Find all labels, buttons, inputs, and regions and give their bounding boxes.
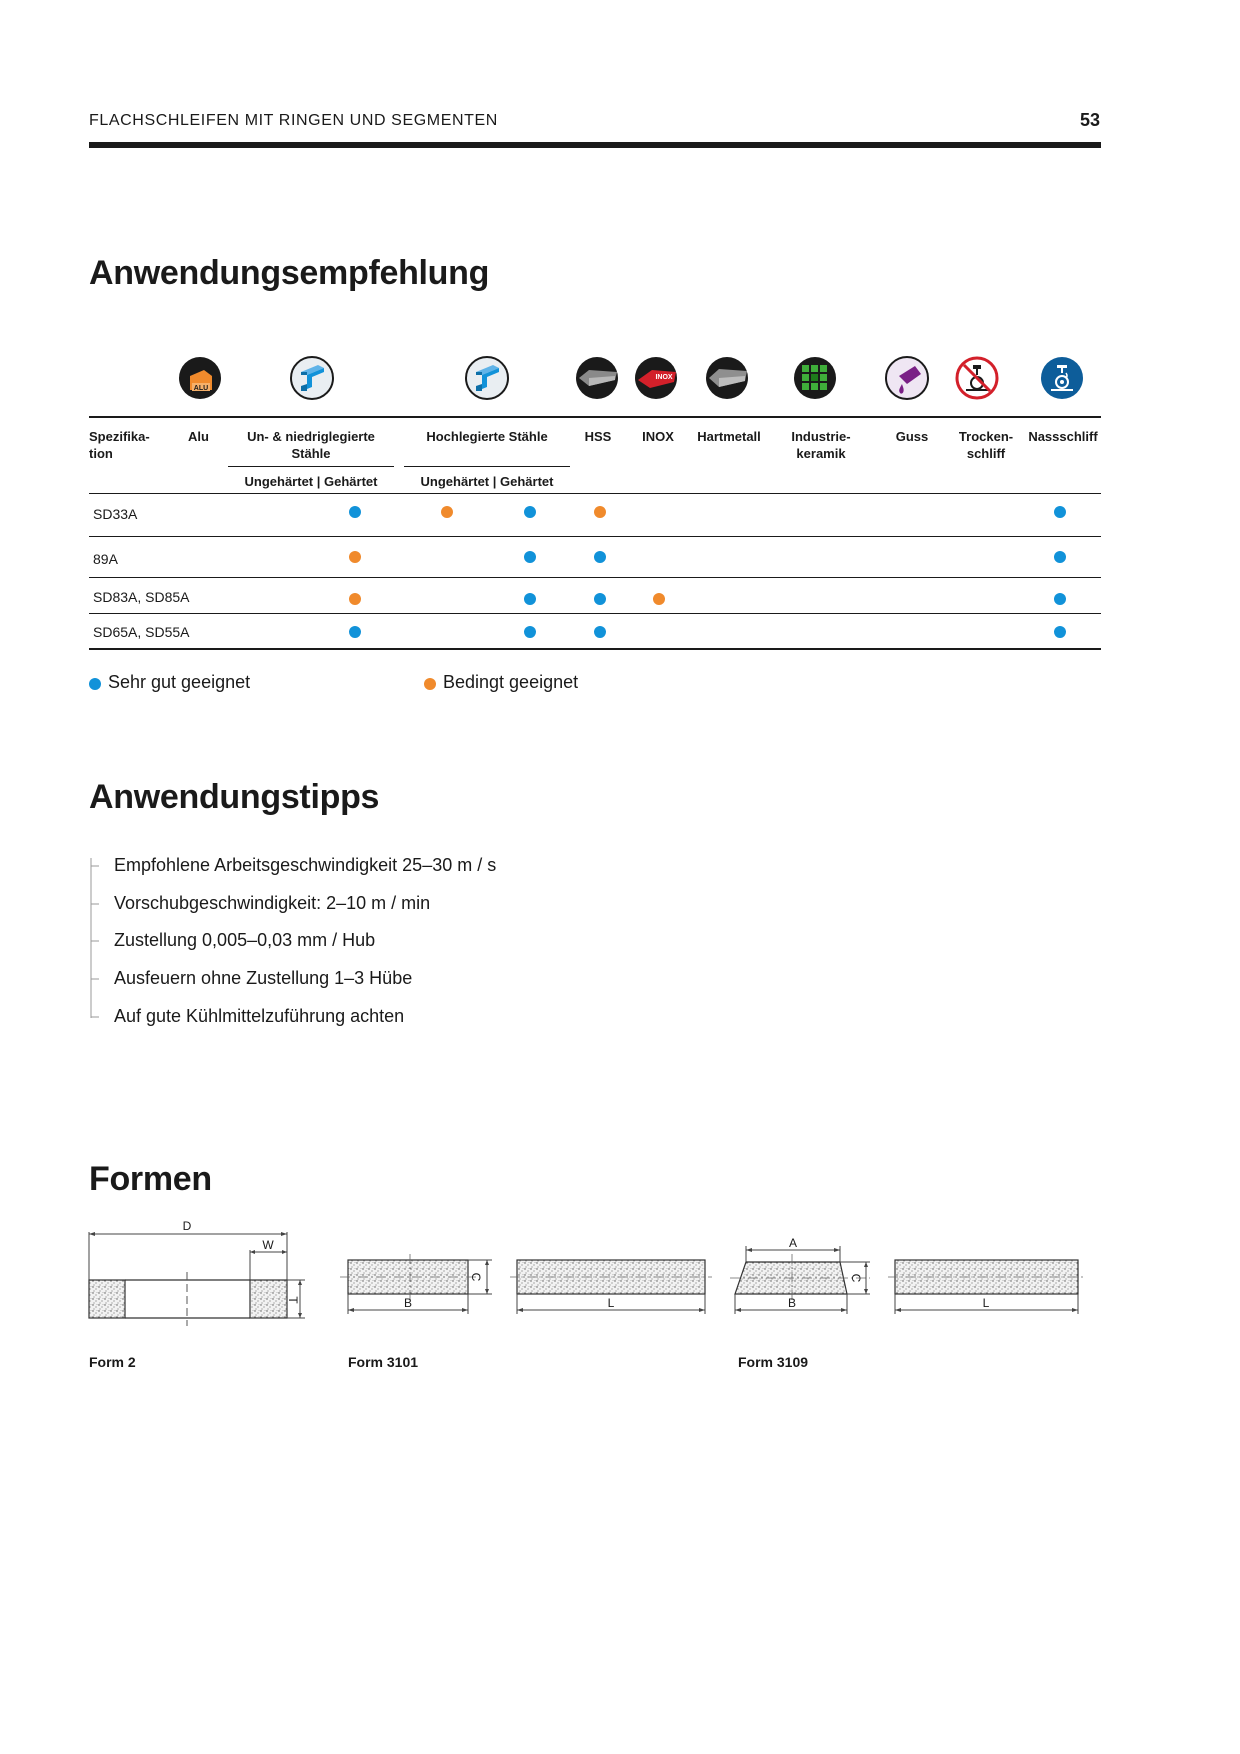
column-header-ceramic: Industrie- keramik [791,429,851,461]
rating-dot-very-good [1054,593,1066,605]
industrial-ceramic-icon [793,356,837,400]
rating-dot-very-good [349,506,361,518]
form-2-drawing [89,1220,305,1326]
column-header-unalloyed: Un- & niedriglegierte Stähle [247,429,375,461]
column-header-hartmetall: Hartmetall [697,429,761,444]
wet-grinding-icon [1040,356,1084,400]
dim-label: A [788,1236,798,1250]
table-row-spec: SD33A [93,506,138,522]
form-label: Form 2 [89,1354,136,1370]
table-header-rule [89,493,1101,494]
alu-icon-text: ALU [193,385,209,392]
column-header-wet: Nassschliff [1028,429,1098,444]
form-3101-drawing [340,1254,712,1314]
tip-item: Zustellung 0,005–0,03 mm / Hub [114,930,376,950]
running-title: FLACHSCHLEIFEN MIT RINGEN UND SEGMENTEN [89,112,498,129]
form-3109-drawing [730,1236,1086,1314]
column-header-high-alloyed: Hochlegierte Stähle [426,429,548,444]
rating-dot-very-good [349,626,361,638]
table-row-spec: SD65A, SD55A [93,624,190,640]
table-row-spec: 89A [93,551,118,567]
forms-drawings [80,1220,1110,1340]
table-bottom-rule [89,648,1101,650]
subheader-unalloyed: Ungehärtet | Gehärtet [244,474,378,489]
rating-dot-very-good [594,551,606,563]
legend-dot-very-good [89,678,101,690]
dim-label: W [262,1238,274,1252]
rating-dot-very-good [524,551,536,563]
section-heading-forms: Formen [89,1160,212,1198]
tips-tree-lines [89,858,101,1018]
column-header-inox: INOX [642,429,674,444]
dim-label: L [607,1296,615,1310]
subheader-high-alloyed: Ungehärtet | Gehärtet [420,474,554,489]
steel-beam-icon [290,356,334,400]
cast-iron-icon [885,356,929,400]
inox-icon [634,356,678,400]
dim-label: B [403,1296,413,1310]
tip-item: Auf gute Kühlmittelzuführung achten [114,1006,405,1026]
table-top-rule [89,416,1101,418]
rating-dot-limited [349,593,361,605]
legend-limited: Bedingt geeignet [443,672,579,692]
section-heading-tips: Anwendungstipps [89,778,380,816]
table-row-rule [89,577,1101,578]
column-header-guss: Guss [895,429,929,444]
rating-dot-limited [349,551,361,563]
form-label: Form 3101 [348,1354,419,1370]
rating-dot-very-good [594,626,606,638]
dim-label: C [849,1273,863,1283]
column-header-alu: Alu [188,429,209,444]
column-header-spec: Spezifika- tion [89,429,150,461]
tip-item: Empfohlene Arbeitsgeschwindigkeit 25–30 m / s [114,855,497,875]
rating-dot-limited [653,593,665,605]
dim-label: D [182,1220,192,1233]
no-dry-grinding-icon [955,356,999,400]
table-row-spec: SD83A, SD85A [93,589,190,605]
legend-dot-limited [424,678,436,690]
rating-dot-very-good [1054,506,1066,518]
section-heading-recommendation: Anwendungsempfehlung [89,254,490,292]
header-rule [89,142,1101,148]
dim-label: C [469,1272,483,1282]
column-header-dry: Trocken- schliff [958,429,1014,461]
tip-item: Vorschubgeschwindigkeit: 2–10 m / min [114,893,431,913]
hss-icon [575,356,619,400]
rating-dot-very-good [524,626,536,638]
rating-dot-limited [594,506,606,518]
page-number: 53 [1079,110,1100,130]
table-row-rule [89,536,1101,537]
dim-label: B [787,1296,797,1310]
rating-dot-very-good [1054,551,1066,563]
rating-dot-very-good [594,593,606,605]
tip-item: Ausfeuern ohne Zustellung 1–3 Hübe [114,968,413,988]
legend-very-good: Sehr gut geeignet [108,672,251,692]
steel-beam-icon [465,356,509,400]
dim-label: T [286,1296,300,1304]
rating-dot-very-good [1054,626,1066,638]
form-label: Form 3109 [738,1354,809,1370]
dim-label: L [982,1296,990,1310]
column-header-hss: HSS [584,429,612,444]
subheader-rule [228,466,394,467]
rating-dot-very-good [524,506,536,518]
rating-dot-limited [441,506,453,518]
subheader-rule [404,466,570,467]
table-row-rule [89,613,1101,614]
hartmetall-icon [705,356,749,400]
alu-icon [178,356,222,400]
inox-icon-text: INOX [655,374,673,381]
rating-dot-very-good [524,593,536,605]
